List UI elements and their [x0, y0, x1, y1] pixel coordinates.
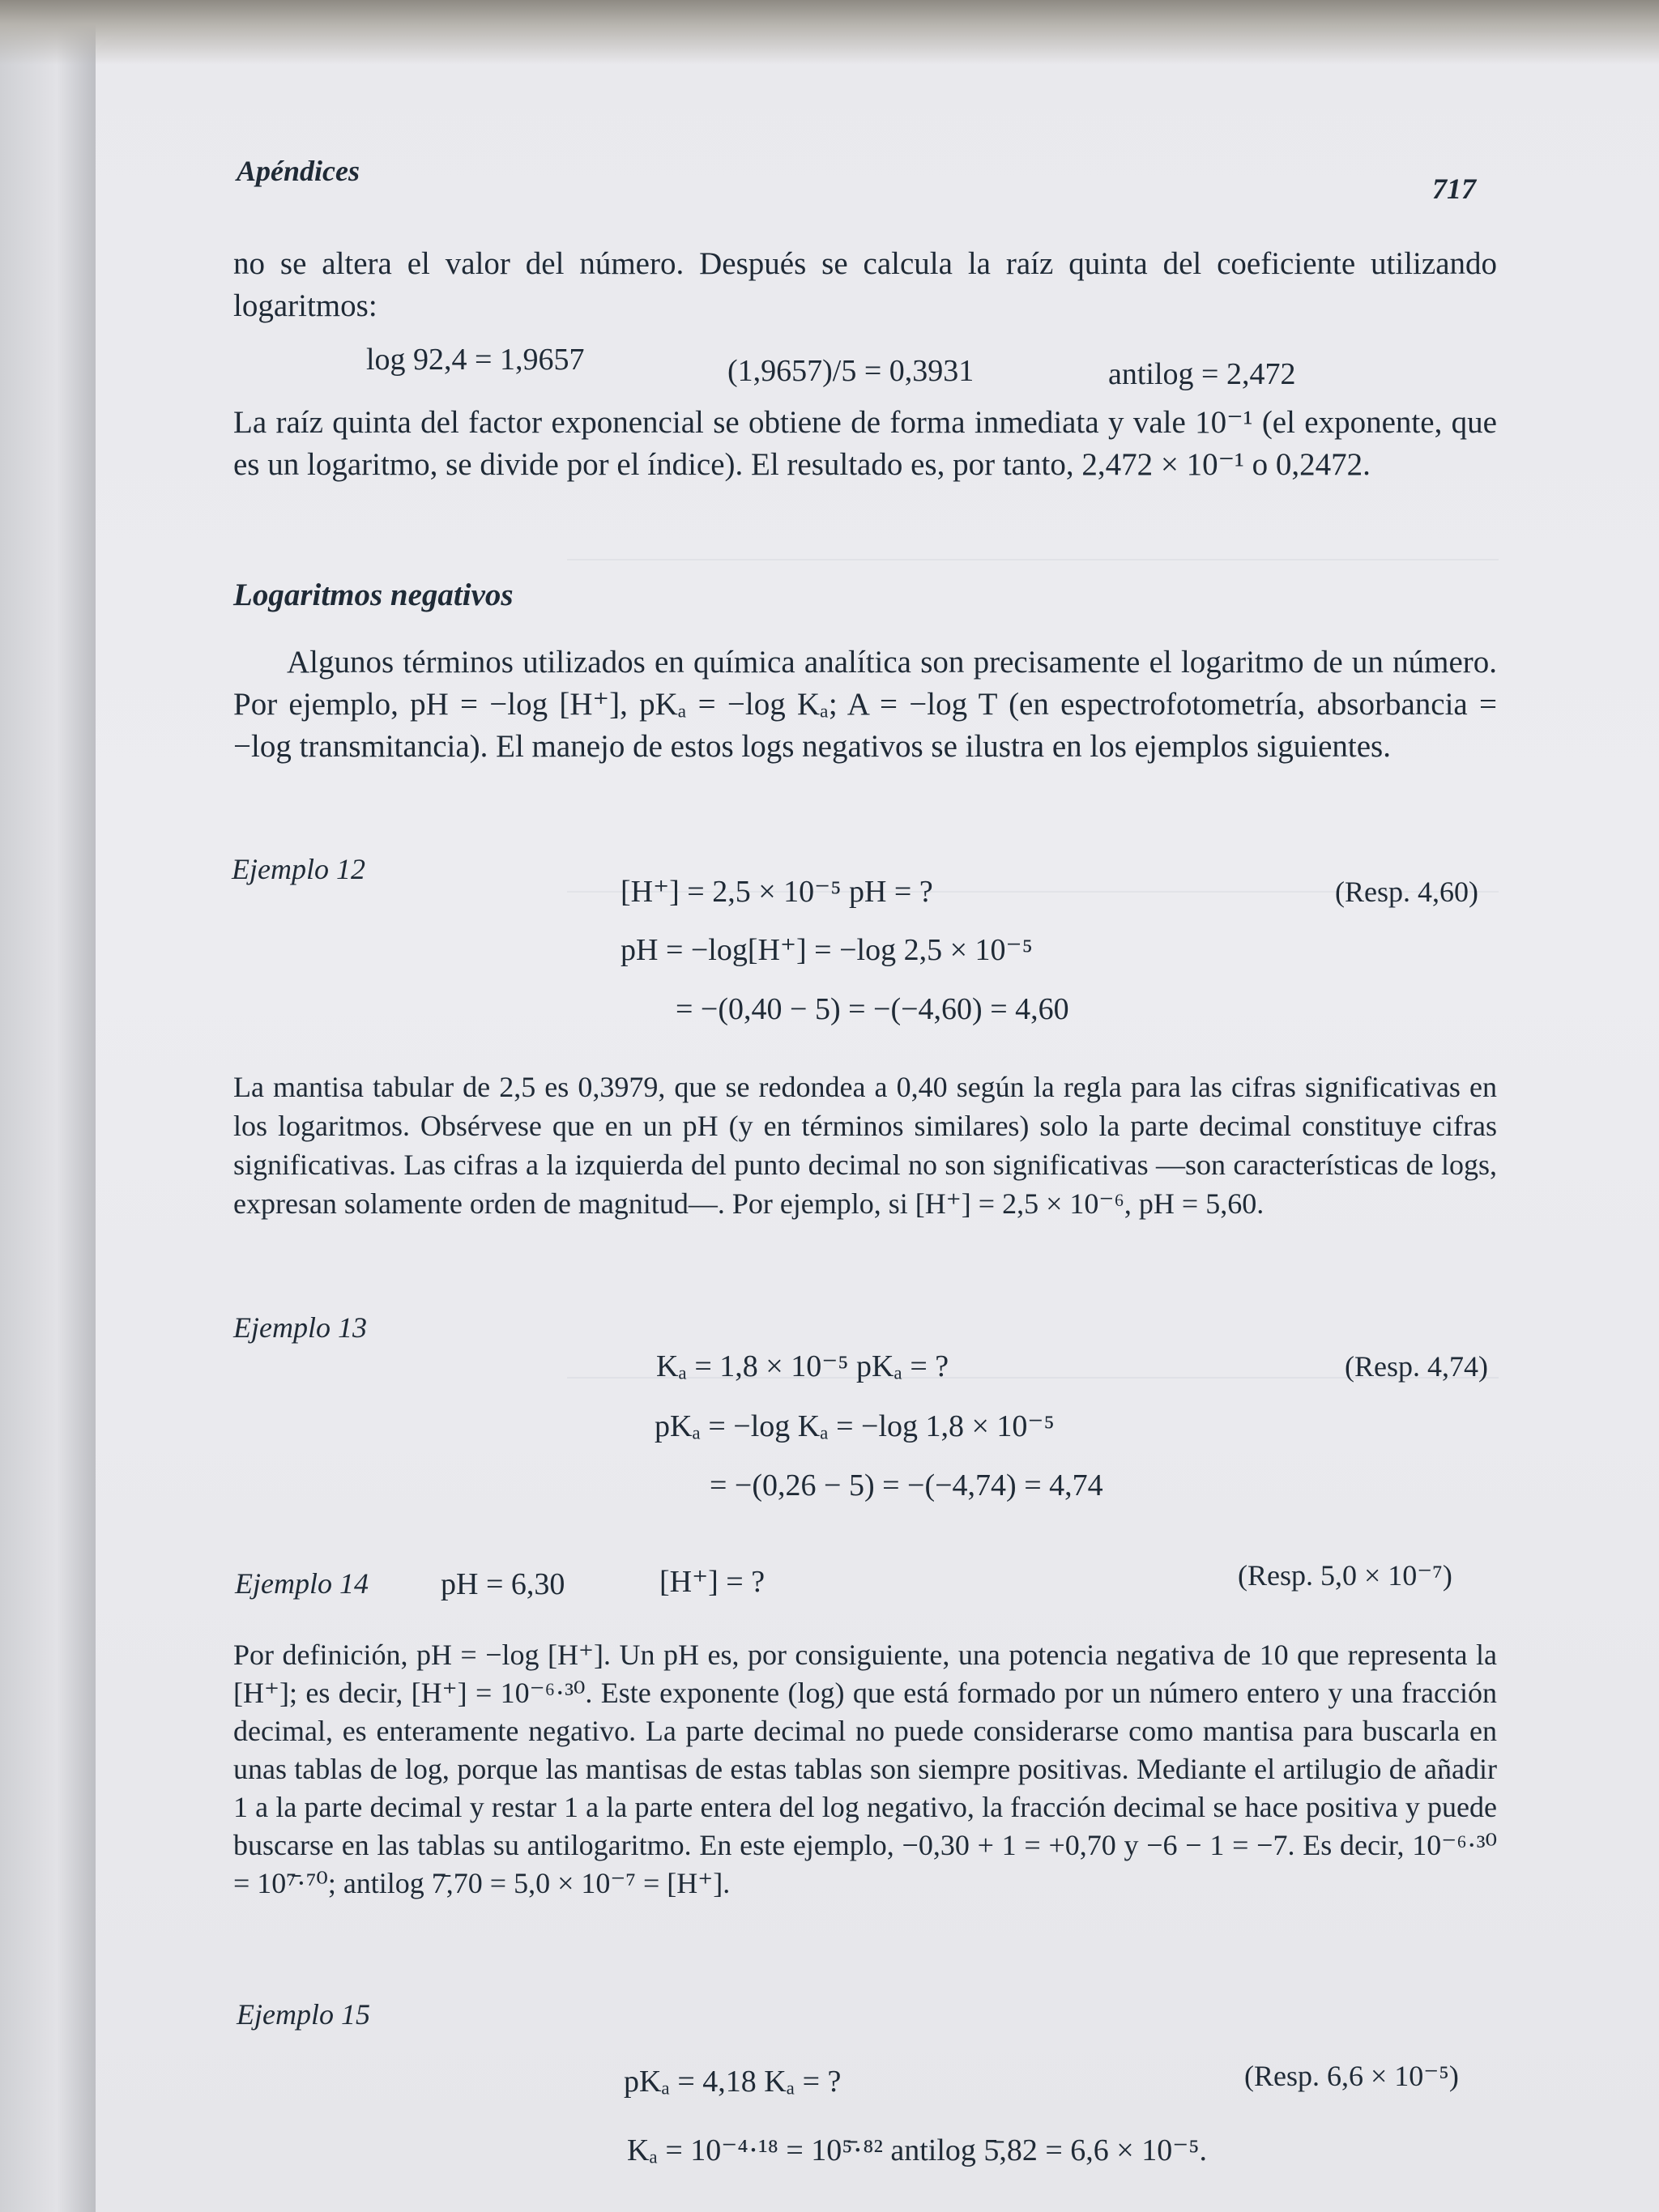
example-15-given: pKₐ = 4,18 Kₐ = ?: [624, 2065, 842, 2099]
example-14-given: pH = 6,30: [441, 1567, 565, 1601]
example-14-explanation: Por definición, pH = −log [H⁺]. Un pH es, por consiguiente, una potencia negativa de 10 que representa la [H⁺]; es decir, [H⁺] = 10⁻⁶·³⁰. Este exponente (log) que está formado por un número entero y una fracción decimal, es enteramente negativo. La parte decimal no puede considerarse como mantisa para buscarla en unas tablas de log, porque las mantisas de estas tablas son siempre positivas. Mediante el artilugio de añadir 1 a la parte decimal y restar 1 a la parte entera del log negativo, la fracción decimal se hace positiva y puede buscarse en las tablas su antilogaritmo. En este ejemplo, −0,30 + 1 = +0,70 y −6 − 1 = −7. Es decir, 10⁻⁶·³⁰ = 10⁷̄·⁷⁰; antilog 7̄,70 = 5,0 × 10⁻⁷ = [H⁺].: [233, 1639, 1497, 1899]
bleed-through-line: [567, 559, 1499, 560]
example-12-answer: (Resp. 4,60): [1335, 876, 1478, 908]
section-heading: Logaritmos negativos: [233, 578, 514, 612]
example-14-question: [H⁺] = ?: [659, 1565, 766, 1599]
example-12-explanation: La mantisa tabular de 2,5 es 0,3979, que se redondea a 0,40 según la regla para las cifras significativas en los logaritmos. Obsérvese que en un pH (y en términos similares) solo la parte decimal constituye cifras significativas. Las cifras a la izquierda del punto decimal no son significativas —son características de logs, expresan solamente orden de magnitud—. Por ejemplo, si [H⁺] = 2,5 × 10⁻⁶, pH = 5,60.: [233, 1071, 1497, 1220]
example-13-answer: (Resp. 4,74): [1345, 1350, 1488, 1383]
example-15-answer: (Resp. 6,6 × 10⁻⁵): [1244, 2060, 1459, 2092]
example-13-step-2: = −(0,26 − 5) = −(−4,74) = 4,74: [710, 1468, 1103, 1502]
example-12-step-2: = −(0,40 − 5) = −(−4,60) = 4,60: [676, 992, 1069, 1026]
example-13-given: Kₐ = 1,8 × 10⁻⁵ pKₐ = ?: [656, 1349, 949, 1383]
intro-paragraph: no se altera el valor del número. Después se calcula la raíz quinta del coeficiente utilizando logaritmos:: [233, 246, 1497, 323]
equation-division: (1,9657)/5 = 0,3931: [727, 354, 975, 388]
example-12-step-1: pH = −log[H⁺] = −log 2,5 × 10⁻⁵: [621, 933, 1033, 967]
section-intro-paragraph: Algunos términos utilizados en química analítica son precisamente el logaritmo de un número. Por ejemplo, pH = −log [H⁺], pKₐ = −log Kₐ; A = −log T (en espectrofotometría, absorbancia = −log transmitancia). El manejo de estos logs negativos se ilustra en los ejemplos siguientes.: [233, 645, 1497, 764]
example-15-step-1: Kₐ = 10⁻⁴·¹⁸ = 10⁵̄·⁸² antilog 5̄,82 = 6,6 × 10⁻⁵.: [627, 2133, 1208, 2167]
example-14-label: Ejemplo 14: [235, 1567, 369, 1600]
running-head: Apéndices: [237, 155, 360, 187]
example-12-given: [H⁺] = 2,5 × 10⁻⁵ pH = ?: [621, 875, 933, 909]
result-paragraph: La raíz quinta del factor exponencial se obtiene de forma inmediata y vale 10⁻¹ (el exponente, que es un logaritmo, se divide por el índice). El resultado es, por tanto, 2,472 × 10⁻¹ o 0,2472.: [233, 405, 1497, 482]
top-shadow: [0, 0, 1659, 65]
equation-antilog: antilog = 2,472: [1108, 357, 1296, 391]
example-15-label: Ejemplo 15: [237, 1998, 370, 2031]
example-13-label: Ejemplo 13: [233, 1311, 367, 1344]
equation-log: log 92,4 = 1,9657: [366, 343, 585, 377]
left-page-edge: [0, 0, 96, 2212]
example-13-step-1: pKₐ = −log Kₐ = −log 1,8 × 10⁻⁵: [655, 1409, 1055, 1443]
example-12-label: Ejemplo 12: [232, 853, 365, 885]
page-number: 717: [1432, 173, 1476, 205]
example-14-answer: (Resp. 5,0 × 10⁻⁷): [1238, 1559, 1452, 1592]
